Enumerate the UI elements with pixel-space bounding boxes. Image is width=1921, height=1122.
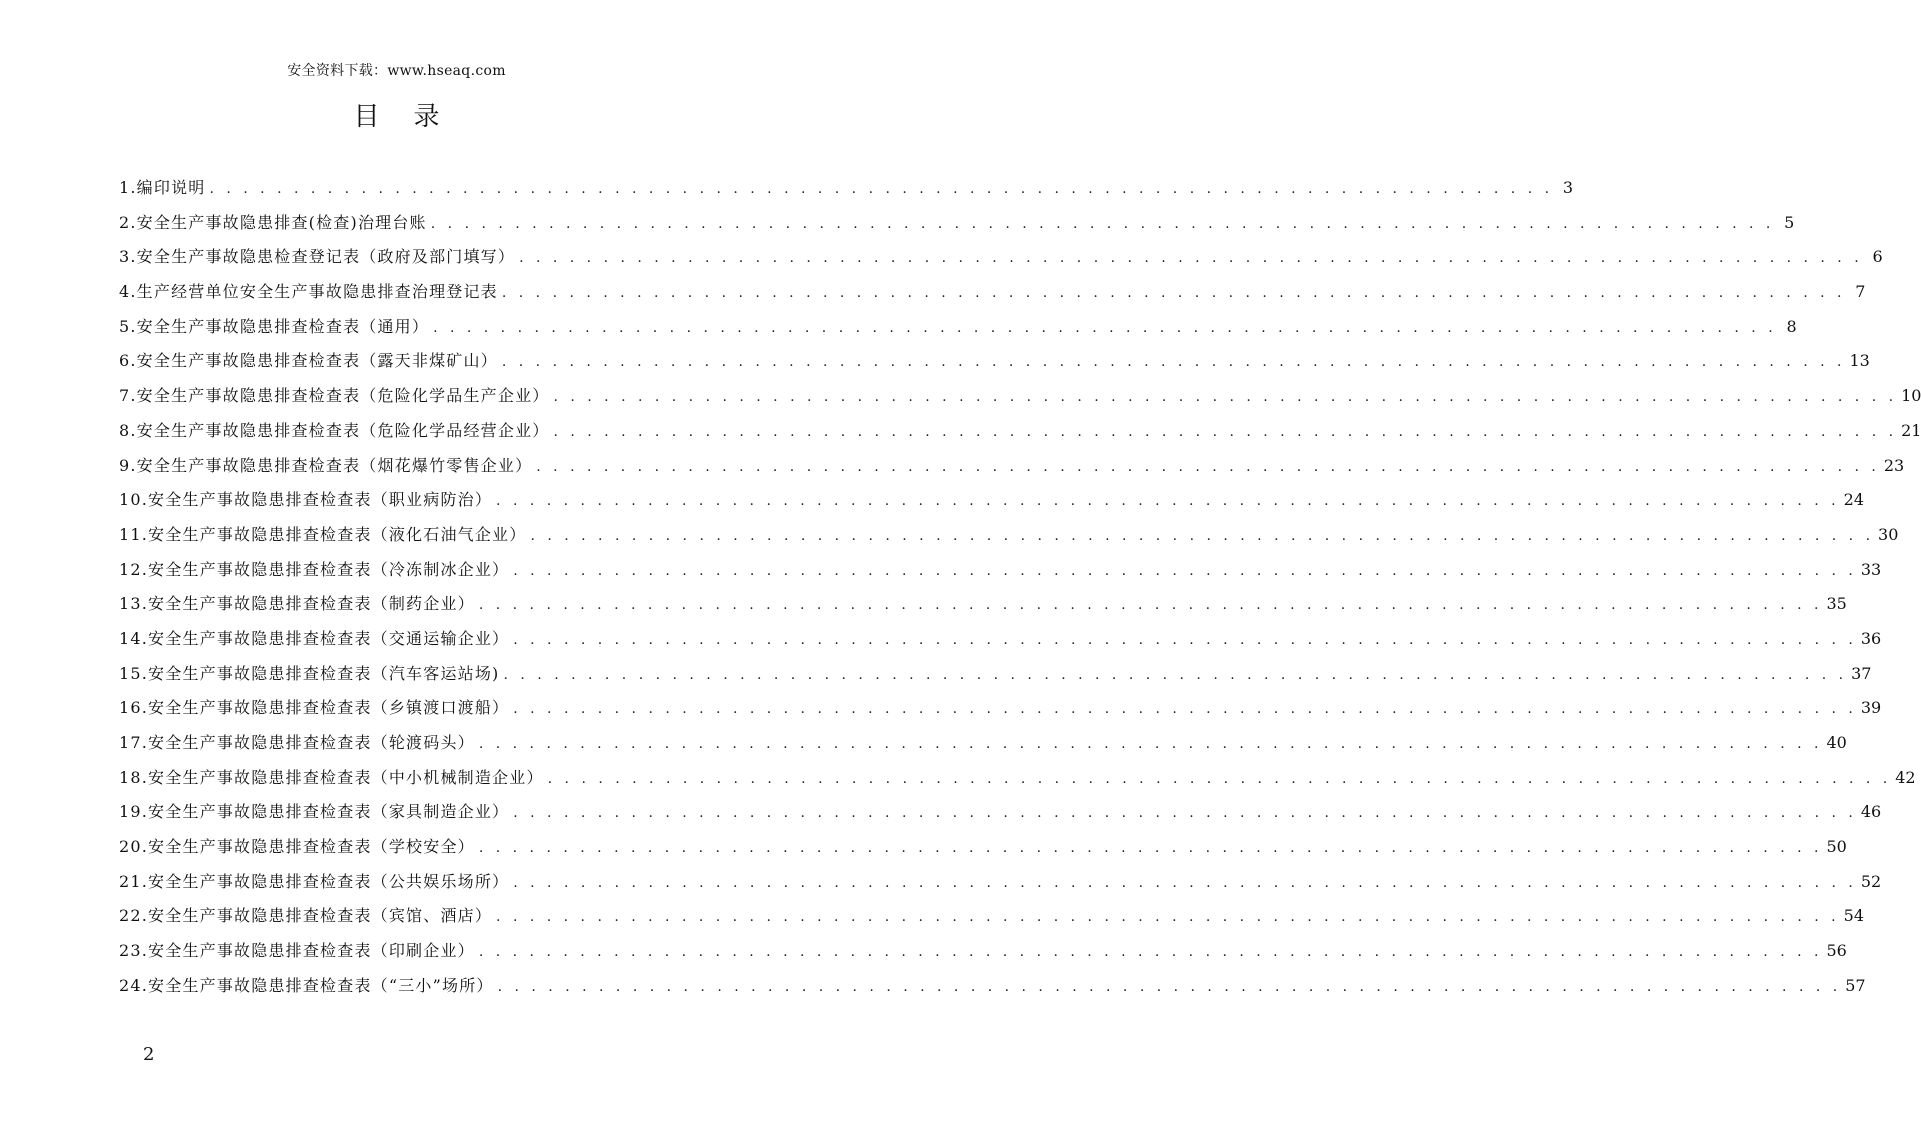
- toc-entry-label: 21.安全生产事故隐患排查检查表（公共娱乐场所）: [119, 871, 510, 891]
- toc-entry-label: 20.安全生产事故隐患排查检查表（学校安全）: [119, 837, 475, 857]
- toc-entry[interactable]: [119, 418, 1921, 453]
- toc-leader-dots: . . . . . . . . . . . . . . . . . . . . . . . . . . . . . . . . . . . . . . . . . . . . . . . . . . . . . . . . . . . . . . . . . . . . . . . . . . . . . . . .: [513, 631, 1857, 648]
- toc-leader-dots: . . . . . . . . . . . . . . . . . . . . . . . . . . . . . . . . . . . . . . . . . . . . . . . . . . . . . . . . . . . . . . . . . . . . . . . . . . . . . . . .: [478, 597, 1823, 614]
- toc-leader-dots: . . . . . . . . . . . . . . . . . . . . . . . . . . . . . . . . . . . . . . . . . . . . . . . . . . . . . . . . . . . . . . . . . . . . . . . . . . . . . . . .: [513, 805, 1857, 822]
- toc-entry-page: 42: [1895, 767, 1916, 787]
- toc-leader-dots: . . . . . . . . . . . . . . . . . . . . . . . . . . . . . . . . . . . . . . . . . . . . . . . . . . . . . . . . . . . . . . . . . . . . . . . . . . . . . . . .: [530, 527, 1875, 544]
- toc-entry[interactable]: [119, 661, 1872, 696]
- toc-entry[interactable]: [119, 938, 1847, 973]
- toc-entry[interactable]: [119, 903, 1864, 938]
- toc-entry-label: 10.安全生产事故隐患排查检查表（职业病防治）: [119, 490, 493, 510]
- toc-entry-page: 3: [1562, 178, 1574, 197]
- toc-entry-label: 8.安全生产事故隐患排查检查表（危险化学品经营企业）: [119, 420, 550, 440]
- toc-leader-dots: . . . . . . . . . . . . . . . . . . . . . . . . . . . . . . . . . . . . . . . . . . . . . . . . . . . . . . . . . . . . . . . . . . . . . . . . . . . . . . . .: [553, 389, 1898, 406]
- toc-entry-page: 57: [1845, 975, 1866, 995]
- toc-entry[interactable]: [119, 973, 1866, 1008]
- toc-entry-label: 11.安全生产事故隐患排查检查表（液化石油气企业）: [119, 524, 527, 544]
- toc-entry-label: 19.安全生产事故隐患排查检查表（家具制造企业）: [119, 802, 510, 822]
- toc-entry-page: 13: [1849, 351, 1870, 371]
- toc-entry-page: 35: [1826, 594, 1847, 614]
- toc-entry-label: 18.安全生产事故隐患排查检查表（中小机械制造企业）: [119, 767, 544, 787]
- toc-leader-dots: . . . . . . . . . . . . . . . . . . . . . . . . . . . . . . . . . . . . . . . . . . . . . . . . . . . . . . . . . . . . . . . . . . . . . . . . . . . . . . . .: [209, 181, 1554, 197]
- toc-entry-page: 52: [1860, 871, 1882, 891]
- toc-leader-dots: . . . . . . . . . . . . . . . . . . . . . . . . . . . . . . . . . . . . . . . . . . . . . . . . . . . . . . . . . . . . . . . . . . . . . . . . . . . . . . . .: [478, 944, 1823, 961]
- toc-entry-label: 24.安全生产事故隐患排查检查表（“三小”场所）: [119, 975, 494, 995]
- toc-entry-label: 5.安全生产事故隐患排查检查表（通用）: [119, 316, 430, 336]
- toc-entry-page: 7: [1855, 282, 1866, 302]
- toc-entry-page: 37: [1851, 663, 1872, 683]
- toc-leader-dots: . . . . . . . . . . . . . . . . . . . . . . . . . . . . . . . . . . . . . . . . . . . . . . . . . . . . . . . . . . . . . . . . . . . . . . . . . . . . . . . .: [430, 215, 1775, 232]
- table-of-contents: [119, 175, 1921, 1008]
- toc-entry[interactable]: [119, 695, 1882, 730]
- toc-entry-label: 14.安全生产事故隐患排查检查表（交通运输企业）: [119, 628, 510, 648]
- toc-entry-label: 4.生产经营单位安全生产事故隐患排查治理登记表: [119, 282, 498, 302]
- toc-leader-dots: . . . . . . . . . . . . . . . . . . . . . . . . . . . . . . . . . . . . . . . . . . . . . . . . . . . . . . . . . . . . . . . . . . . . . . . . . . . . . . . .: [547, 770, 1892, 787]
- toc-entry-page: 40: [1826, 733, 1847, 752]
- toc-entry[interactable]: [119, 591, 1847, 626]
- toc-leader-dots: . . . . . . . . . . . . . . . . . . . . . . . . . . . . . . . . . . . . . . . . . . . . . . . . . . . . . . . . . . . . . . . . . . . . . . . . . . . . . . . .: [501, 354, 1846, 371]
- toc-leader-dots: . . . . . . . . . . . . . . . . . . . . . . . . . . . . . . . . . . . . . . . . . . . . . . . . . . . . . . . . . . . . . . . . . . . . . . . . . . . . . . . .: [503, 666, 1848, 683]
- toc-leader-dots: . . . . . . . . . . . . . . . . . . . . . . . . . . . . . . . . . . . . . . . . . . . . . . . . . . . . . . . . . . . . . . . . . . . . . . . . . . . . . . . .: [478, 736, 1823, 752]
- toc-entry[interactable]: [119, 244, 1883, 279]
- toc-leader-dots: . . . . . . . . . . . . . . . . . . . . . . . . . . . . . . . . . . . . . . . . . . . . . . . . . . . . . . . . . . . . . . . . . . . . . . . . . . . . . . . .: [513, 874, 1857, 891]
- toc-entry[interactable]: [119, 210, 1795, 245]
- toc-entry-page: 10: [1901, 386, 1921, 406]
- page-title: 目录: [353, 102, 474, 132]
- toc-entry-label: 13.安全生产事故隐患排查检查表（制药企业）: [119, 594, 475, 614]
- toc-entry[interactable]: [119, 799, 1882, 834]
- toc-entry[interactable]: [119, 869, 1882, 904]
- page-header: 安全资料下载：www.hseaq.com: [287, 63, 506, 79]
- toc-leader-dots: . . . . . . . . . . . . . . . . . . . . . . . . . . . . . . . . . . . . . . . . . . . . . . . . . . . . . . . . . . . . . . . . . . . . . . . . . . . . . . . .: [497, 978, 1842, 995]
- page-number: 2: [143, 1044, 155, 1065]
- toc-entry-page: 33: [1860, 559, 1882, 579]
- toc-leader-dots: . . . . . . . . . . . . . . . . . . . . . . . . . . . . . . . . . . . . . . . . . . . . . . . . . . . . . . . . . . . . . . . . . . . . . . . . . . . . . . . .: [553, 423, 1898, 440]
- toc-entry[interactable]: [119, 765, 1916, 800]
- toc-leader-dots: . . . . . . . . . . . . . . . . . . . . . . . . . . . . . . . . . . . . . . . . . . . . . . . . . . . . . . . . . . . . . . . . . . . . . . . . . . . . . . . .: [496, 909, 1840, 926]
- toc-entry-label: 9.安全生产事故隐患排查检查表（烟花爆竹零售企业）: [119, 455, 533, 475]
- toc-entry[interactable]: [119, 626, 1882, 661]
- toc-entry-page: 5: [1784, 212, 1795, 232]
- toc-entry-label: 6.安全生产事故隐患排查检查表（露天非煤矿山）: [119, 351, 498, 371]
- toc-entry-page: 54: [1843, 906, 1864, 926]
- toc-entry[interactable]: [119, 348, 1870, 383]
- toc-entry-label: 22.安全生产事故隐患排查检查表（宾馆、酒店）: [119, 906, 493, 926]
- toc-leader-dots: . . . . . . . . . . . . . . . . . . . . . . . . . . . . . . . . . . . . . . . . . . . . . . . . . . . . . . . . . . . . . . . . . . . . . . . . . . . . . . . .: [496, 493, 1840, 510]
- toc-leader-dots: . . . . . . . . . . . . . . . . . . . . . . . . . . . . . . . . . . . . . . . . . . . . . . . . . . . . . . . . . . . . . . . . . . . . . . . . . . . . . . . .: [519, 250, 1863, 267]
- toc-entry-label: 23.安全生产事故隐患排查检查表（印刷企业）: [119, 941, 475, 961]
- toc-entry[interactable]: [119, 557, 1882, 592]
- toc-leader-dots: . . . . . . . . . . . . . . . . . . . . . . . . . . . . . . . . . . . . . . . . . . . . . . . . . . . . . . . . . . . . . . . . . . . . . . . . . . . . . . . .: [536, 458, 1880, 475]
- toc-entry-label: 17.安全生产事故隐患排查检查表（轮渡码头）: [119, 733, 475, 752]
- toc-leader-dots: . . . . . . . . . . . . . . . . . . . . . . . . . . . . . . . . . . . . . . . . . . . . . . . . . . . . . . . . . . . . . . . . . . . . . . . . . . . . . . . .: [478, 840, 1823, 857]
- toc-entry[interactable]: [119, 314, 1797, 349]
- toc-entry[interactable]: [119, 522, 1899, 557]
- toc-entry-page: 36: [1860, 628, 1882, 648]
- toc-entry-page: 39: [1860, 698, 1882, 718]
- toc-entry-page: 24: [1843, 490, 1864, 510]
- toc-leader-dots: . . . . . . . . . . . . . . . . . . . . . . . . . . . . . . . . . . . . . . . . . . . . . . . . . . . . . . . . . . . . . . . . . . . . . . . . . . . . . . . .: [513, 562, 1857, 579]
- toc-entry-page: 30: [1878, 524, 1899, 544]
- toc-entry-label: 3.安全生产事故隐患检查登记表（政府及部门填写）: [119, 247, 516, 267]
- toc-entry-label: 12.安全生产事故隐患排查检查表（冷冻制冰企业）: [119, 559, 510, 579]
- toc-leader-dots: . . . . . . . . . . . . . . . . . . . . . . . . . . . . . . . . . . . . . . . . . . . . . . . . . . . . . . . . . . . . . . . . . . . . . . . . . . . . . . . .: [433, 319, 1777, 336]
- toc-leader-dots: . . . . . . . . . . . . . . . . . . . . . . . . . . . . . . . . . . . . . . . . . . . . . . . . . . . . . . . . . . . . . . . . . . . . . . . . . . . . . . . .: [513, 701, 1857, 718]
- toc-entry[interactable]: [119, 453, 1905, 488]
- toc-entry-page: 21: [1901, 420, 1921, 440]
- toc-entry[interactable]: [119, 175, 1574, 210]
- toc-entry-page: 6: [1872, 247, 1883, 267]
- toc-entry-label: 15.安全生产事故隐患排查检查表（汽车客运站场): [119, 663, 500, 683]
- toc-entry[interactable]: [119, 834, 1847, 869]
- toc-entry-label: 16.安全生产事故隐患排查检查表（乡镇渡口渡船）: [119, 698, 510, 718]
- toc-entry-page: 56: [1826, 941, 1847, 961]
- toc-entry-label: 2.安全生产事故隐患排查(检查)治理台账: [119, 212, 427, 232]
- toc-entry[interactable]: [119, 487, 1864, 522]
- toc-entry-page: 46: [1860, 802, 1882, 822]
- toc-entry-label: 1.编印说明: [119, 178, 206, 197]
- toc-entry[interactable]: [119, 279, 1866, 314]
- toc-entry-page: 50: [1826, 837, 1847, 857]
- toc-entry-label: 7.安全生产事故隐患排查检查表（危险化学品生产企业）: [119, 386, 550, 406]
- toc-leader-dots: . . . . . . . . . . . . . . . . . . . . . . . . . . . . . . . . . . . . . . . . . . . . . . . . . . . . . . . . . . . . . . . . . . . . . . . . . . . . . . . .: [501, 285, 1846, 302]
- toc-entry[interactable]: [119, 730, 1847, 765]
- toc-entry[interactable]: [119, 383, 1921, 418]
- toc-entry-page: 8: [1786, 316, 1797, 336]
- toc-entry-page: 23: [1883, 455, 1905, 475]
